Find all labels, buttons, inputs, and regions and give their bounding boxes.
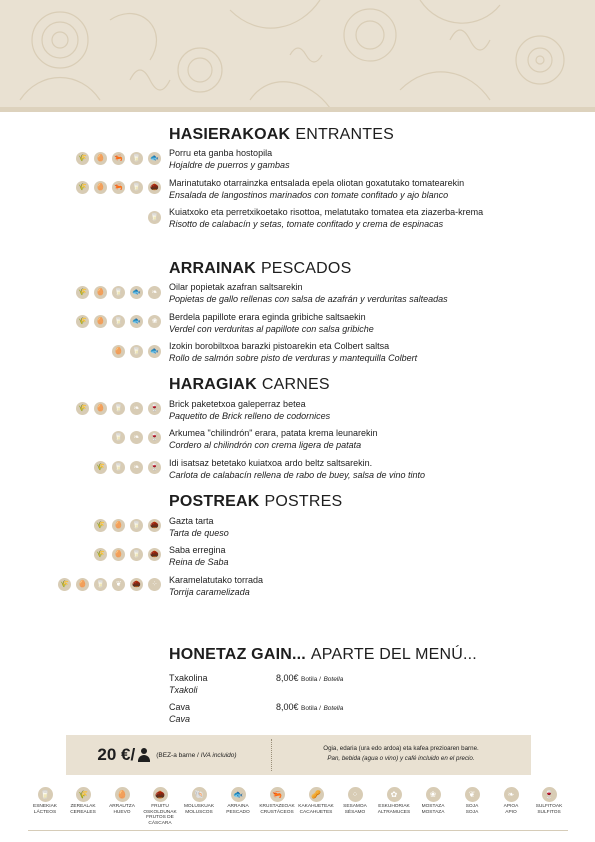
egg-icon: 🥚 <box>112 548 125 561</box>
sesame-icon: ⁘ <box>348 787 363 802</box>
milk-icon: 🥛 <box>130 345 143 358</box>
gluten-icon: 🌾 <box>94 548 107 561</box>
lupin-icon: ✿ <box>387 787 402 802</box>
legend-label-eu: KRUSTAZEOAK <box>259 804 295 809</box>
gluten-icon: 🌾 <box>76 787 91 802</box>
soy-icon: ❦ <box>112 578 125 591</box>
menu-price-bar <box>66 735 531 775</box>
included-note-eu: Ogia, edaria (ura edo ardoa) eta kafea prezioaren barne. <box>323 745 479 752</box>
legend-label-es: LÁCTEOS <box>33 809 57 815</box>
milk-icon: 🥛 <box>38 787 53 802</box>
menu-item <box>169 399 509 422</box>
dish-name-eu: Idi isatsaz betetako kuiatxoa ardo beltz saltsarekin. <box>169 458 373 468</box>
sulphite-icon: 🍷 <box>148 402 161 415</box>
legend-label-es: CACAHUETES <box>299 809 333 815</box>
dish-name-eu: Marinatutako otarrainzka entsalada epela oliotan goxatutako tomatearekin <box>169 178 465 188</box>
dish-name-eu: Porru eta ganba hostopila <box>169 148 273 158</box>
tax-note <box>156 752 236 759</box>
dish-allergens <box>58 578 161 591</box>
mollusc-icon: 🐚 <box>192 787 207 802</box>
price-value: 8,00€ <box>276 673 299 683</box>
celery-icon: ❧ <box>504 787 519 802</box>
peanut-icon: 🥜 <box>309 787 324 802</box>
section-title-eu: ARRAINAK <box>169 260 256 277</box>
menu-item <box>169 312 509 335</box>
fish-icon: 🐟 <box>130 315 143 328</box>
tax-note-es: IVA incluido) <box>200 751 237 759</box>
dish-name-es: Verdel con verduritas al papillote con salsa gribiche <box>169 323 374 334</box>
drink-price <box>276 702 343 712</box>
floral-header-banner <box>0 0 595 112</box>
banner-bottom-edge <box>0 107 595 112</box>
menu-item <box>169 516 509 539</box>
menu-item <box>169 575 509 598</box>
dish-name-eu: Karamelatutako torrada <box>169 575 264 585</box>
celery-icon: ❧ <box>148 286 161 299</box>
menu-item <box>169 207 509 230</box>
nuts-icon: 🌰 <box>130 578 143 591</box>
legend-label-eu: SULFITOAK <box>535 804 563 809</box>
gluten-icon: 🌾 <box>76 152 89 165</box>
price-value: 8,00€ <box>276 702 299 712</box>
price-bar-divider <box>271 739 272 771</box>
price-unit-eu: Botila / <box>301 705 321 712</box>
egg-icon: 🥚 <box>94 402 107 415</box>
menu-item <box>169 178 509 201</box>
mustard-icon: ❀ <box>148 315 161 328</box>
gluten-icon: 🌾 <box>58 578 71 591</box>
legend-label-eu: MOSTAZA <box>421 804 445 809</box>
fish-icon: 🐟 <box>130 286 143 299</box>
milk-icon: 🥛 <box>112 461 125 474</box>
dish-name-es: Hojaldre de puerros y gambas <box>169 159 290 170</box>
section-title-eu: HASIERAKOAK <box>169 126 291 143</box>
sulphite-icon: 🍷 <box>148 431 161 444</box>
section-title-eu: POSTREAK <box>169 493 260 510</box>
egg-icon: 🥚 <box>94 152 107 165</box>
section-title-es: PESCADOS <box>260 260 352 277</box>
drink-item <box>169 673 208 696</box>
legend-label-eu: ESNEKIAK <box>33 804 57 809</box>
dish-name-eu: Arkumea "chilindrón" erara, patata krema leunarekin <box>169 428 378 438</box>
menu-item <box>169 428 509 451</box>
milk-icon: 🥛 <box>130 181 143 194</box>
milk-icon: 🥛 <box>94 578 107 591</box>
legend-item-peanut <box>296 784 336 815</box>
milk-icon: 🥛 <box>130 152 143 165</box>
crustacean-icon: 🦐 <box>270 787 285 802</box>
dish-allergens <box>112 431 161 444</box>
legend-label-eu: FRUITU OSKOLDUNAK <box>143 804 177 815</box>
dish-name-es: Torrija caramelizada <box>169 586 250 597</box>
dish-name-eu: Brick paketetxoa galeperraz betea <box>169 399 306 409</box>
legend-label-es: MOLUSCOS <box>185 809 213 815</box>
legend-label-es: FRUTOS DE CÁSCARA <box>146 815 174 826</box>
legend-label-eu: SOJA <box>465 804 479 809</box>
dish-name-es: Tarta de queso <box>169 527 229 538</box>
fish-icon: 🐟 <box>148 345 161 358</box>
legend-item-milk <box>25 784 65 815</box>
menu-price: 20 €/ <box>97 745 136 764</box>
milk-icon: 🥛 <box>112 431 125 444</box>
person-icon <box>138 748 150 762</box>
drink-name-es: Txakoli <box>169 684 198 695</box>
price-unit-eu: Botila / <box>301 676 321 683</box>
menu-item <box>169 458 509 481</box>
legend-label-eu: ARRAINA <box>227 804 249 809</box>
included-note <box>276 744 526 764</box>
section-title-es: CARNES <box>261 376 330 393</box>
legend-item-soy <box>452 784 492 815</box>
fish-icon: 🐟 <box>148 152 161 165</box>
drink-item <box>169 702 190 725</box>
drink-price <box>276 673 343 683</box>
legend-label-eu: APIOA <box>503 804 519 809</box>
egg-icon: 🥚 <box>94 181 107 194</box>
legend-label-es: MOSTAZA <box>421 809 445 815</box>
section-title-extras <box>169 646 477 664</box>
egg-icon: 🥚 <box>112 345 125 358</box>
legend-label-es: PESCADO <box>226 809 250 815</box>
legend-label-es: CRUSTÁCEOS <box>260 809 294 815</box>
included-note-es: Pan, bebida (agua o vino) y café incluido en el precio. <box>327 755 475 762</box>
legend-item-sesame <box>335 784 375 815</box>
legend-label-eu: MOLUSKUAK <box>183 804 215 809</box>
legend-item-sulphite <box>529 784 569 815</box>
legend-item-mustard <box>413 784 453 815</box>
sulphite-icon: 🍷 <box>148 461 161 474</box>
legend-label-es: HUEVO <box>113 809 131 815</box>
drink-name-es: Cava <box>169 713 191 724</box>
allergen-legend <box>28 784 568 828</box>
sesame-icon: ⁘ <box>148 578 161 591</box>
gluten-icon: 🌾 <box>76 181 89 194</box>
dish-name-es: Risotto de calabacín y setas, tomate confitado y crema de espinacas <box>169 218 444 229</box>
price-unit-es: Botella <box>323 705 344 712</box>
legend-label-eu: ESKUHORIAK <box>378 804 410 809</box>
egg-icon: 🥚 <box>115 787 130 802</box>
legend-item-nuts <box>140 784 180 826</box>
dish-name-es: Rollo de salmón sobre pisto de verduras y mantequilla Colbert <box>169 352 418 363</box>
legend-label-eu: ARRAUTZA <box>109 804 135 809</box>
legend-item-celery <box>491 784 531 815</box>
nuts-icon: 🌰 <box>148 181 161 194</box>
menu-item <box>169 545 509 568</box>
dish-allergens <box>94 519 161 532</box>
dish-allergens <box>112 345 161 358</box>
drink-name-eu: Txakolina <box>169 673 208 683</box>
legend-label-es: ALTRAMUCES <box>377 809 411 815</box>
crustacean-icon: 🦐 <box>112 152 125 165</box>
legend-item-mollusc <box>179 784 219 815</box>
menu-item <box>169 282 509 305</box>
gluten-icon: 🌾 <box>76 402 89 415</box>
legend-label-eu: SESAMOA <box>343 804 367 809</box>
legend-item-egg <box>102 784 142 815</box>
legend-item-lupin <box>374 784 414 815</box>
legend-label-eu: KAKAHUETEAK <box>298 804 334 809</box>
dish-name-es: Ensalada de langostinos marinados con tomate confitado y ajo blanco <box>169 189 449 200</box>
dish-allergens <box>94 461 161 474</box>
dish-name-eu: Izokin borobiltxoa barazki pistoarekin eta Colbert saltsa <box>169 341 390 351</box>
price-per-person <box>66 735 268 775</box>
crustacean-icon: 🦐 <box>112 181 125 194</box>
legend-label-eu: ZEREALAK <box>70 804 96 809</box>
dish-allergens <box>76 286 161 299</box>
dish-name-eu: Kuiatxoko eta perretxikoetako risottoa, melatutako tomatea eta ziazerba-krema <box>169 207 484 217</box>
dish-allergens <box>148 211 161 224</box>
dish-allergens <box>76 402 161 415</box>
milk-icon: 🥛 <box>130 519 143 532</box>
section-title-meat <box>169 376 330 394</box>
dish-allergens <box>76 315 161 328</box>
egg-icon: 🥚 <box>76 578 89 591</box>
legend-label-es: APIO <box>505 809 517 815</box>
section-title-eu: HONETAZ GAIN... <box>169 646 306 663</box>
legend-item-fish <box>218 784 258 815</box>
celery-icon: ❧ <box>130 461 143 474</box>
celery-icon: ❧ <box>130 402 143 415</box>
egg-icon: 🥚 <box>94 286 107 299</box>
dish-name-eu: Berdela papillote erara eginda gribiche saltsaekin <box>169 312 366 322</box>
menu-item <box>169 341 509 364</box>
section-title-starters <box>169 126 394 144</box>
milk-icon: 🥛 <box>148 211 161 224</box>
dish-allergens <box>76 152 161 165</box>
tax-note-eu: (BEZ-a barne / <box>156 751 199 759</box>
footer-divider <box>28 830 568 831</box>
egg-icon: 🥚 <box>112 519 125 532</box>
drink-name-eu: Cava <box>169 702 191 712</box>
milk-icon: 🥛 <box>112 315 125 328</box>
section-title-es: ENTRANTES <box>295 126 395 143</box>
legend-label-es: SULFITOS <box>537 809 561 815</box>
legend-label-es: CEREALES <box>70 809 96 815</box>
egg-icon: 🥚 <box>94 315 107 328</box>
milk-icon: 🥛 <box>112 402 125 415</box>
gluten-icon: 🌾 <box>76 315 89 328</box>
menu-item <box>169 148 509 171</box>
dish-name-es: Cordero al chilindrón con crema ligera de patata <box>169 439 362 450</box>
dish-name-es: Carlota de calabacín rellena de rabo de buey, salsa de vino tinto <box>169 469 425 480</box>
legend-label-es: SOJA <box>465 809 479 815</box>
legend-item-gluten <box>63 784 103 815</box>
section-title-es: POSTRES <box>264 493 343 510</box>
dish-name-es: Reina de Saba <box>169 556 229 567</box>
floral-pattern-icon <box>0 0 595 108</box>
dish-name-eu: Saba erregina <box>169 545 226 555</box>
section-title-es: APARTE DEL MENÚ... <box>310 646 477 663</box>
dish-allergens <box>94 548 161 561</box>
sulphite-icon: 🍷 <box>542 787 557 802</box>
section-title-fish <box>169 260 351 278</box>
legend-item-crustacean <box>257 784 297 815</box>
dish-allergens <box>76 181 161 194</box>
nuts-icon: 🌰 <box>153 787 168 802</box>
section-title-desserts <box>169 493 342 511</box>
gluten-icon: 🌾 <box>94 519 107 532</box>
celery-icon: ❧ <box>130 431 143 444</box>
dish-name-eu: Oilar popietak azafran saltsarekin <box>169 282 303 292</box>
nuts-icon: 🌰 <box>148 548 161 561</box>
gluten-icon: 🌾 <box>94 461 107 474</box>
mustard-icon: ❀ <box>426 787 441 802</box>
milk-icon: 🥛 <box>130 548 143 561</box>
soy-icon: ❦ <box>465 787 480 802</box>
nuts-icon: 🌰 <box>148 519 161 532</box>
price-unit-es: Botella <box>323 676 344 683</box>
fish-icon: 🐟 <box>231 787 246 802</box>
dish-name-es: Popietas de gallo rellenas con salsa de azafrán y verduritas salteadas <box>169 293 448 304</box>
dish-name-eu: Gazta tarta <box>169 516 214 526</box>
legend-label-es: SÉSAMO <box>344 809 366 815</box>
gluten-icon: 🌾 <box>76 286 89 299</box>
milk-icon: 🥛 <box>112 286 125 299</box>
section-title-eu: HARAGIAK <box>169 376 257 393</box>
dish-name-es: Paquetito de Brick relleno de codornices <box>169 410 331 421</box>
